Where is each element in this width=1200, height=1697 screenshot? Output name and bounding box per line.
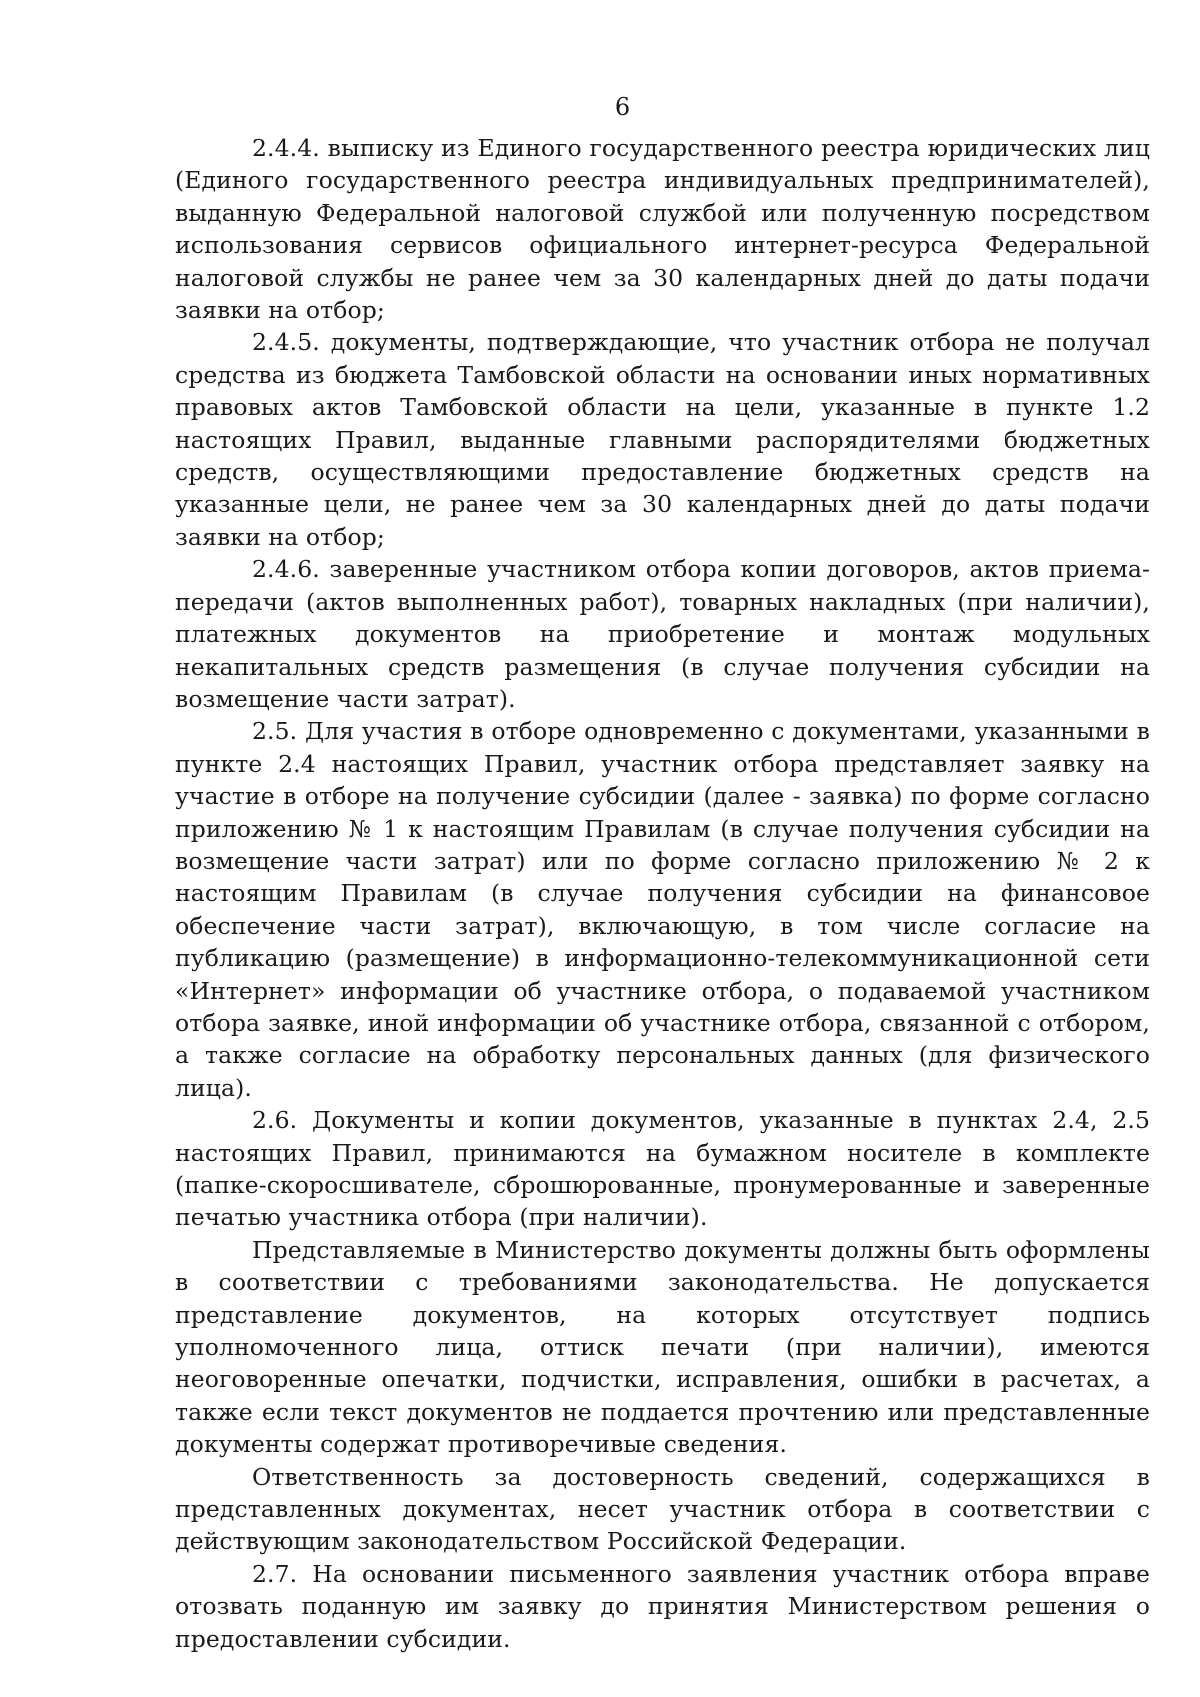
page-number: 6 — [614, 93, 631, 121]
paragraph-responsibility: Ответственность за достоверность сведений, содержащихся в представленных документах, несет участник отбора в соответствии с действующим законодательством Российской Федерации. — [175, 1462, 1150, 1556]
paragraph-2-7: 2.7. На основании письменного заявления участник отбора вправе отозвать поданную им заявку до принятия Министерством решения о предоставлении субсидии. — [175, 1559, 1150, 1653]
paragraph-requirements: Представляемые в Министерство документы должны быть оформлены в соответствии с требованиями законодательства. Не допускается представление документов, на которых отсутствует подпись уполномоченного лица, оттиск печати (при наличии), имеются неоговоренные опечатки, подчистки, исправления, ошибки в расчетах, а также если текст документов не поддается прочтению или представленные документы содержат противоречивые сведения. — [175, 1235, 1150, 1459]
paragraph-2-4-5: 2.4.5. документы, подтверждающие, что участник отбора не получал средства из бюджета Тамбовской области на основании иных нормативных правовых актов Тамбовской области на цели, указанные в пункте 1.2 настоящих Правил, выданные главными распорядителями бюджетных средств, осуществляющими предоставление бюджетных средств на указанные цели, не ранее чем за 30 календарных дней до даты подачи заявки на отбор; — [175, 328, 1150, 551]
paragraph-2-6: 2.6. Документы и копии документов, указанные в пунктах 2.4, 2.5 настоящих Правил, принимаются на бумажном носителе в комплекте (папке-скоросшивателе, сброшюрованные, пронумерованные и заверенные печатью участника отбора (при наличии). — [175, 1106, 1150, 1232]
paragraph-2-5: 2.5. Для участия в отборе одновременно с документами, указанными в пункте 2.4 настоящих Правил, участник отбора представляет заявку на участие в отборе на получение субсидии (далее - заявка) по форме согласно приложению № 1 к настоящим Правилам (в случае получения субсидии на возмещение части затрат) или по форме согласно приложению № 2 к настоящим Правилам (в случае получения субсидии на финансовое обеспечение части затрат), включающую, в том числе согласие на публикацию (размещение) в информационно-телекоммуникационной сети «Интернет» информации об участнике отбора, о подаваемой участником отбора заявке, иной информации об участнике отбора, связанной с отбором, а также согласие на обработку персональных данных (для физического лица). — [175, 717, 1150, 1102]
paragraph-2-4-6: 2.4.6. заверенные участником отбора копии договоров, актов приема-передачи (актов выполненных работ), товарных накладных (при наличии), платежных документов на приобретение и монтаж модульных некапитальных средств размещения (в случае получения субсидии на возмещение части затрат). — [175, 555, 1150, 713]
paragraph-2-4-4: 2.4.4. выписку из Единого государственного реестра юридических лиц (Единого государственного реестра индивидуальных предпринимателей), выданную Федеральной налоговой службой или полученную посредством использования сервисов официального интернет-ресурса Федеральной налоговой службы не ранее чем за 30 календарных дней до даты подачи заявки на отбор; — [175, 134, 1150, 325]
document-body — [175, 132, 1150, 1655]
